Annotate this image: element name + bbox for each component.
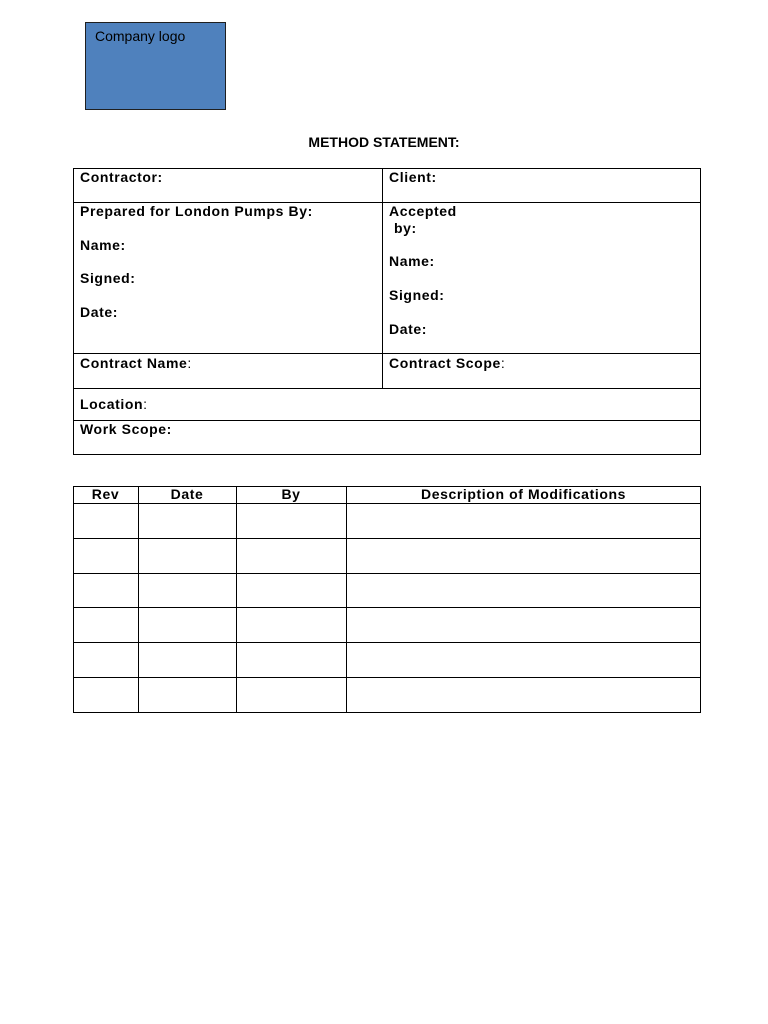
- prepared-name-label: Name:: [80, 237, 126, 253]
- table-cell[interactable]: [237, 643, 346, 677]
- page-title: METHOD STATEMENT:: [308, 134, 460, 150]
- table-cell[interactable]: [74, 643, 138, 677]
- column-header-rev: Rev: [91, 486, 120, 502]
- prepared-date-label: Date:: [80, 304, 119, 320]
- colon: :: [143, 396, 148, 412]
- table-cell[interactable]: [139, 608, 236, 642]
- accepted-name-label: Name:: [389, 253, 435, 269]
- table-cell[interactable]: [74, 539, 138, 573]
- table-cell[interactable]: [139, 643, 236, 677]
- table-cell[interactable]: [347, 643, 700, 677]
- contractor-label: Contractor:: [80, 169, 163, 185]
- location-label: [80, 396, 148, 412]
- table-cell[interactable]: [74, 504, 138, 538]
- form-rule: [73, 388, 701, 389]
- location-text: Location: [80, 396, 144, 412]
- accepted-signed-label: Signed:: [389, 287, 445, 303]
- client-label: Client:: [389, 169, 437, 185]
- accepted-by-label-line2: by:: [394, 220, 417, 236]
- table-cell[interactable]: [237, 678, 346, 712]
- company-logo-placeholder: [85, 22, 226, 110]
- prepared-by-label: Prepared for London Pumps By:: [80, 203, 313, 219]
- table-cell[interactable]: [74, 678, 138, 712]
- table-cell[interactable]: [347, 574, 700, 607]
- colon: :: [187, 355, 192, 371]
- table-cell[interactable]: [139, 539, 236, 573]
- table-cell[interactable]: [347, 539, 700, 573]
- form-column-divider: [382, 168, 383, 388]
- table-cell[interactable]: [74, 574, 138, 607]
- contract-name-label: [80, 355, 192, 371]
- column-header-date: Date: [170, 486, 204, 502]
- column-header-description: Description of Modifications: [420, 486, 627, 502]
- form-rule: [73, 353, 701, 354]
- table-cell[interactable]: [347, 504, 700, 538]
- contract-scope-text: Contract Scope: [389, 355, 501, 371]
- table-cell[interactable]: [347, 678, 700, 712]
- accepted-by-label-line1: Accepted: [389, 203, 457, 219]
- accepted-date-label: Date:: [389, 321, 428, 337]
- contract-name-text: Contract Name: [80, 355, 188, 371]
- table-cell[interactable]: [74, 608, 138, 642]
- table-cell[interactable]: [237, 539, 346, 573]
- table-cell[interactable]: [139, 678, 236, 712]
- table-cell[interactable]: [237, 574, 346, 607]
- company-logo-label: Company logo: [95, 28, 186, 44]
- work-scope-label: Work Scope:: [80, 421, 172, 437]
- table-cell[interactable]: [347, 608, 700, 642]
- table-cell[interactable]: [237, 504, 346, 538]
- column-header-by: By: [281, 486, 301, 502]
- table-cell[interactable]: [237, 608, 346, 642]
- prepared-signed-label: Signed:: [80, 270, 136, 286]
- colon: :: [500, 355, 506, 371]
- table-cell[interactable]: [139, 504, 236, 538]
- contract-scope-label: [389, 355, 505, 371]
- table-cell[interactable]: [139, 574, 236, 607]
